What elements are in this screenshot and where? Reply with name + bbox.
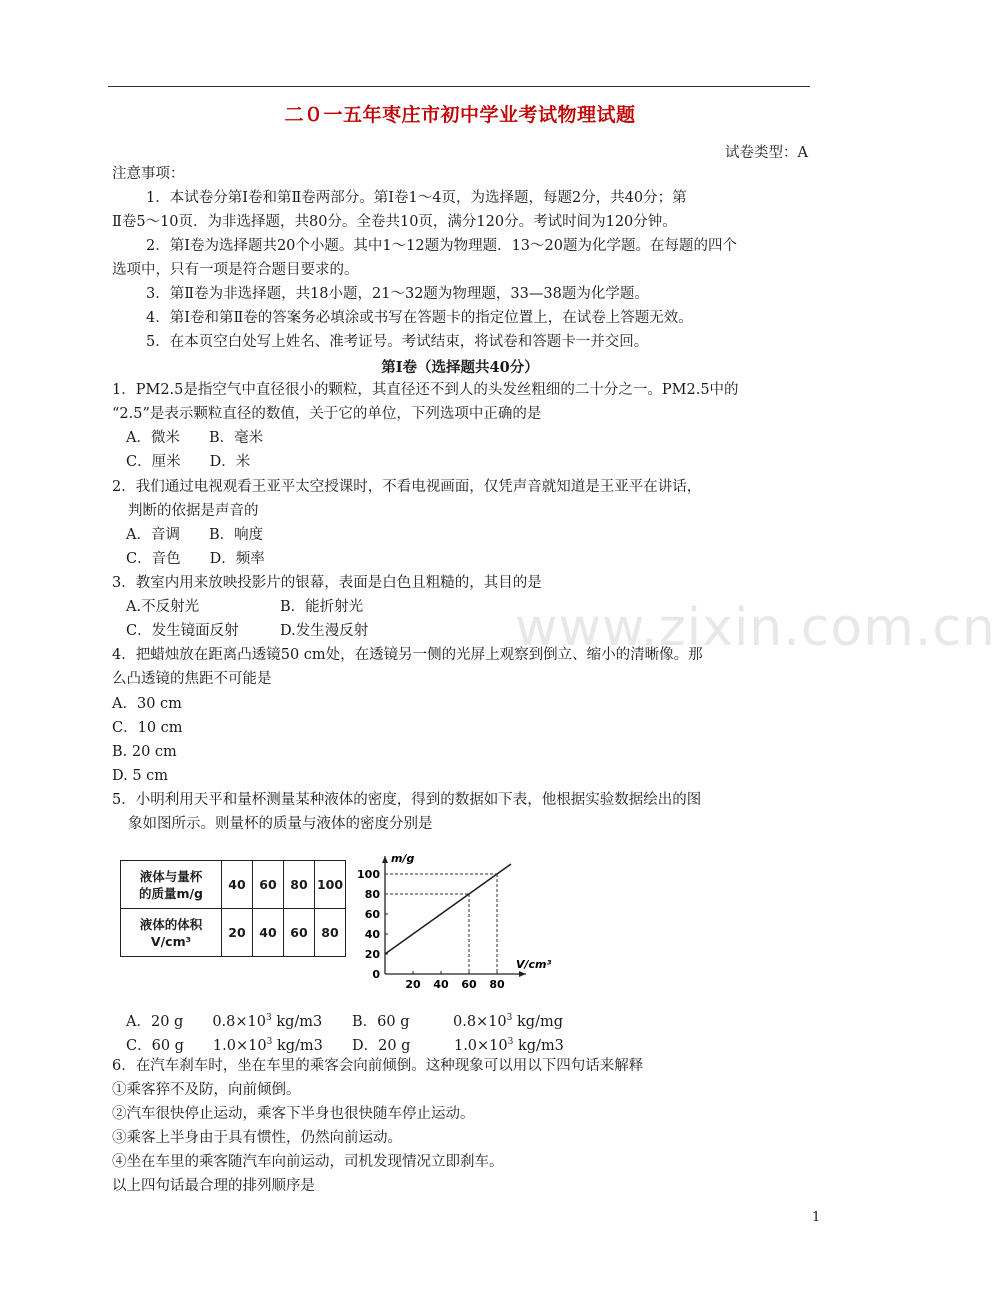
notes-heading: 注意事项： [112, 166, 185, 182]
x-axis-arrow [519, 971, 526, 977]
table-cell: 40 [253, 909, 284, 957]
q2-stem: 2．我们通过电视观看王亚平太空授课时，不看电视画面，仅凭声音就知道是王亚平在讲话， [112, 479, 702, 495]
y-tick-label: 80 [364, 888, 380, 901]
q6-statement: ①乘客猝不及防，向前倾倒。 [112, 1082, 301, 1098]
q6-statement: ②汽车很快停止运动，乘客下半身也很快随车停止运动。 [112, 1106, 475, 1122]
y-tick-label: 20 [364, 948, 380, 961]
q3-option: C．发生镜面反射 [126, 623, 239, 639]
q3-option: A.不反射光 [126, 599, 200, 615]
q3-option: B．能折射光 [280, 599, 364, 615]
q5-data-table [120, 860, 346, 957]
q6-stem: 6．在汽车刹车时，坐在车里的乘客会向前倾倒。这种现象可以用以下四句话来解释 [112, 1058, 644, 1074]
q5-option-b: B．60 g $0.8\times 10^3$ kg/mg [352, 1013, 564, 1030]
x-tick-label: 40 [433, 978, 449, 991]
q1-option: C．厘米 D．米 [126, 454, 251, 470]
notes-line: 5．在本页空白处写上姓名、准考证号。考试结束，将试卷和答题卡一并交回。 [146, 334, 649, 350]
q5-stem: 象如图所示。则量杯的质量与液体的密度分别是 [128, 816, 433, 832]
page-number: 1 [812, 1210, 821, 1225]
series-line [385, 864, 511, 954]
table-header-line: 的质量m/g [138, 885, 204, 901]
q4-option: B. 20 cm [112, 744, 177, 760]
q4-stem: 4．把蜡烛放在距离凸透镜50 cm处，在透镜另一侧的光屏上观察到倒立、缩小的清晰像。那 [112, 647, 703, 663]
page-title: 二０一五年枣庄市初中学业考试物理试题 [284, 104, 636, 126]
q4-option: A．30 cm [112, 696, 182, 712]
q6-statement: ④坐在车里的乘客随汽车向前运动，司机发现情况立即刹车。 [112, 1154, 504, 1170]
notes-line: 1．本试卷分第Ⅰ卷和第Ⅱ卷两部分。第Ⅰ卷1～4页，为选择题，每题2分，共40分；第 [146, 190, 687, 206]
table-cell: 20 [222, 909, 253, 957]
notes-line: Ⅱ卷5～10页．为非选择题，共80分。全卷共10页，满分120分。考试时间为120分钟。 [112, 214, 677, 230]
x-tick-label: 80 [489, 978, 505, 991]
table-cell: 60 [253, 861, 284, 909]
q5-stem: 5．小明利用天平和量杯测量某种液体的密度，得到的数据如下表，他根据实验数据绘出的图 [112, 792, 702, 808]
q2-option: A．音调 B．响度 [126, 527, 264, 543]
x-axis-label: V/cm³ [516, 958, 552, 971]
table-header-line: V/cm³ [150, 933, 192, 949]
notes-line: 4．第Ⅰ卷和第Ⅱ卷的答案务必填涂或书写在答题卡的指定位置上，在试卷上答题无效。 [146, 310, 693, 326]
q4-option: C．10 cm [112, 720, 183, 736]
notes-line: 3．第Ⅱ卷为非选择题，共18小题，21～32题为物理题，33—38题为化学题。 [146, 286, 649, 302]
table-cell: 100 [315, 861, 346, 909]
q2-stem: 判断的依据是声音的 [128, 503, 259, 519]
y-tick-label: 40 [364, 928, 380, 941]
table-header-line: 液体与量杯 [139, 868, 203, 884]
section-title: 第Ⅰ卷（选择题共40分） [381, 359, 539, 376]
q4-option: D. 5 cm [112, 768, 169, 784]
q3-stem: 3．教室内用来放映投影片的银幕，表面是白色且粗糙的，其目的是 [112, 575, 542, 591]
q5-mass-volume-chart [357, 842, 552, 992]
y-axis-label: m/g [391, 852, 415, 865]
x-tick-label: 20 [405, 978, 421, 991]
table-row [121, 909, 346, 957]
y-tick-label: 0 [372, 968, 380, 981]
q4-stem: 么凸透镜的焦距不可能是 [112, 671, 272, 687]
x-tick-label: 60 [461, 978, 477, 991]
q3-option: D.发生漫反射 [280, 623, 369, 639]
q1-option: A．微米 B．毫米 [126, 430, 264, 446]
q6-question: 以上四句话最合理的排列顺序是 [112, 1178, 315, 1194]
table-header-line: 液体的体积 [139, 916, 203, 932]
q5-option-d: D．20 g $1.0\times 10^3$ kg/m3 [352, 1037, 564, 1054]
table-header-cell [121, 861, 222, 909]
q6-statement: ③乘客上半身由于具有惯性，仍然向前运动。 [112, 1130, 402, 1146]
y-tick-label: 60 [364, 908, 380, 921]
notes-line: 2．第Ⅰ卷为选择题共20个小题。其中1～12题为物理题．13～20题为化学题。在每题的四个 [146, 238, 737, 254]
watermark: www.zixin.com.cn [515, 598, 996, 658]
paper-type: 试卷类型：A [725, 145, 808, 161]
table-cell: 80 [284, 861, 315, 909]
notes-line: 选项中，只有一项是符合题目要求的。 [112, 262, 359, 278]
table-cell: 80 [315, 909, 346, 957]
table-row [121, 861, 346, 909]
q1-stem: “2.5”是表示颗粒直径的数值，关于它的单位，下列选项中正确的是 [112, 406, 542, 422]
q1-stem: 1．PM2.5是指空气中直径很小的颗粒，其直径还不到人的头发丝粗细的二十分之一。PM2.5中的 [112, 382, 739, 398]
q5-option-a: A．20 g $0.8\times 10^3$ kg/m3 [126, 1013, 323, 1030]
y-tick-label: 100 [357, 868, 380, 881]
table-cell: 40 [222, 861, 253, 909]
y-axis-arrow [382, 856, 388, 863]
q2-option: C．音色 D．频率 [126, 551, 265, 567]
table-cell: 60 [284, 909, 315, 957]
table-header-cell [121, 909, 222, 957]
top-rule [108, 86, 810, 87]
q5-option-c: C．60 g $1.0\times 10^3$ kg/m3 [126, 1037, 323, 1054]
